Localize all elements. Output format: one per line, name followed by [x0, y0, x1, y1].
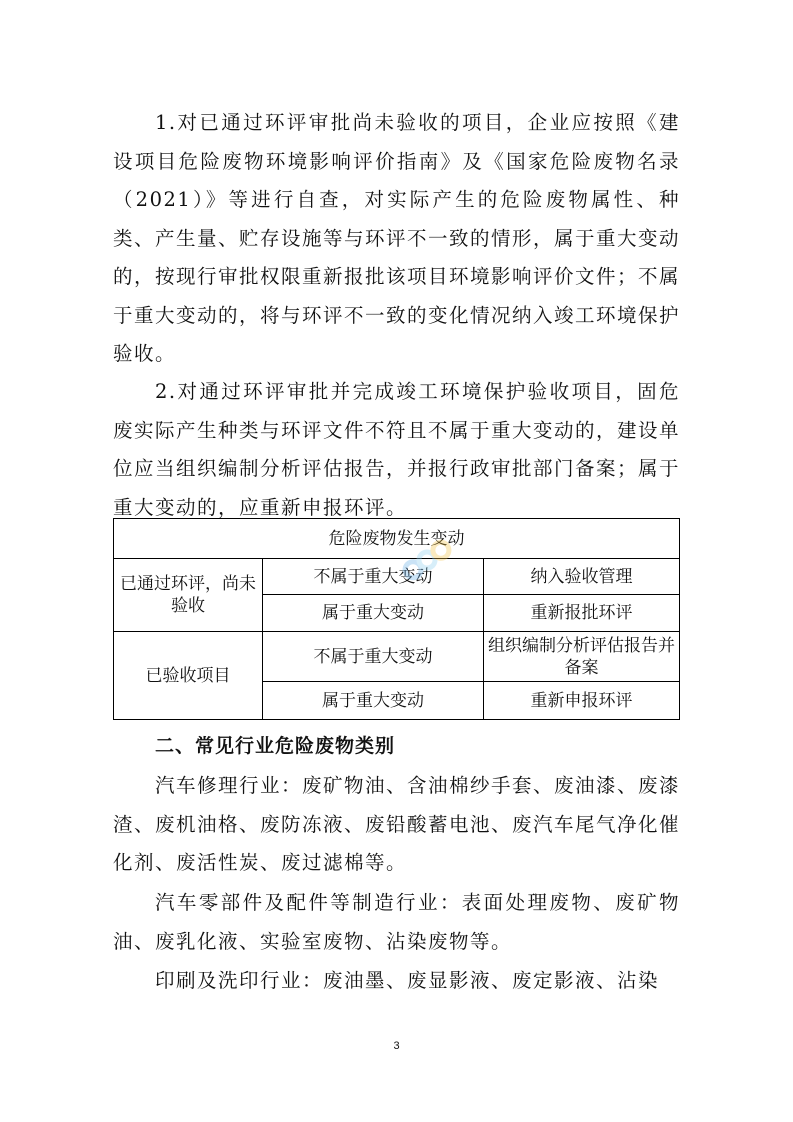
- watermark-logo-icon: [392, 525, 462, 595]
- industry-paragraph-printing: 印刷及洗印行业：废油墨、废显影液、废定影液、沾染: [155, 969, 660, 992]
- table-cell-change: 属于重大变动: [263, 682, 484, 720]
- group-label-unaccepted: 已通过环评，尚未验收: [114, 559, 263, 632]
- table-cell-action: 纳入验收管理: [484, 559, 680, 595]
- table-cell-action: 重新报批环评: [484, 595, 680, 632]
- table-cell-action: 组织编制分析评估报告并备案: [484, 632, 680, 682]
- industry-paragraph-auto-parts: 汽车零部件及配件等制造行业：表面处理废物、废矿物油、废乳化液、实验室废物、沾染废物等。: [113, 891, 680, 953]
- table-cell-change: 不属于重大变动: [263, 559, 484, 595]
- section-heading: 二、常见行业危险废物类别: [155, 735, 396, 757]
- paragraph-item-2: 2.对通过环评审批并完成竣工环境保护验收项目，固危废实际产生种类与环评文件不符且不属于重大变动的，建设单位应当组织编制分析评估报告，并报行政审批部门备案；属于重大变动的，应重新申报环评。: [113, 380, 681, 519]
- page-number: 3: [393, 1040, 400, 1052]
- paragraph-item-1: 1.对已通过环评审批尚未验收的项目，企业应按照《建设项目危险废物环境影响评价指南》及《国家危险废物名录（2021）》等进行自查，对实际产生的危险废物属性、种类、产生量、贮存设施等与环评不一致的情形，属于重大变动的，按现行审批权限重新报批该项目环境影响评价文件；不属于重大变动的，将与环评不一致的变化情况纳入竣工环境保护验收。: [113, 111, 681, 365]
- group-label-accepted: 已验收项目: [114, 632, 263, 720]
- table-cell-change: 属于重大变动: [263, 595, 484, 632]
- table-cell-action: 重新申报环评: [484, 682, 680, 720]
- table-cell-change: 不属于重大变动: [263, 632, 484, 682]
- industry-paragraph-auto-repair: 汽车修理行业：废矿物油、含油棉纱手套、废油漆、废漆渣、废机油格、废防冻液、废铅酸蓄电池、废汽车尾气净化催化剂、废活性炭、废过滤棉等。: [113, 774, 681, 874]
- table-header: 危险废物发生变动: [114, 519, 680, 559]
